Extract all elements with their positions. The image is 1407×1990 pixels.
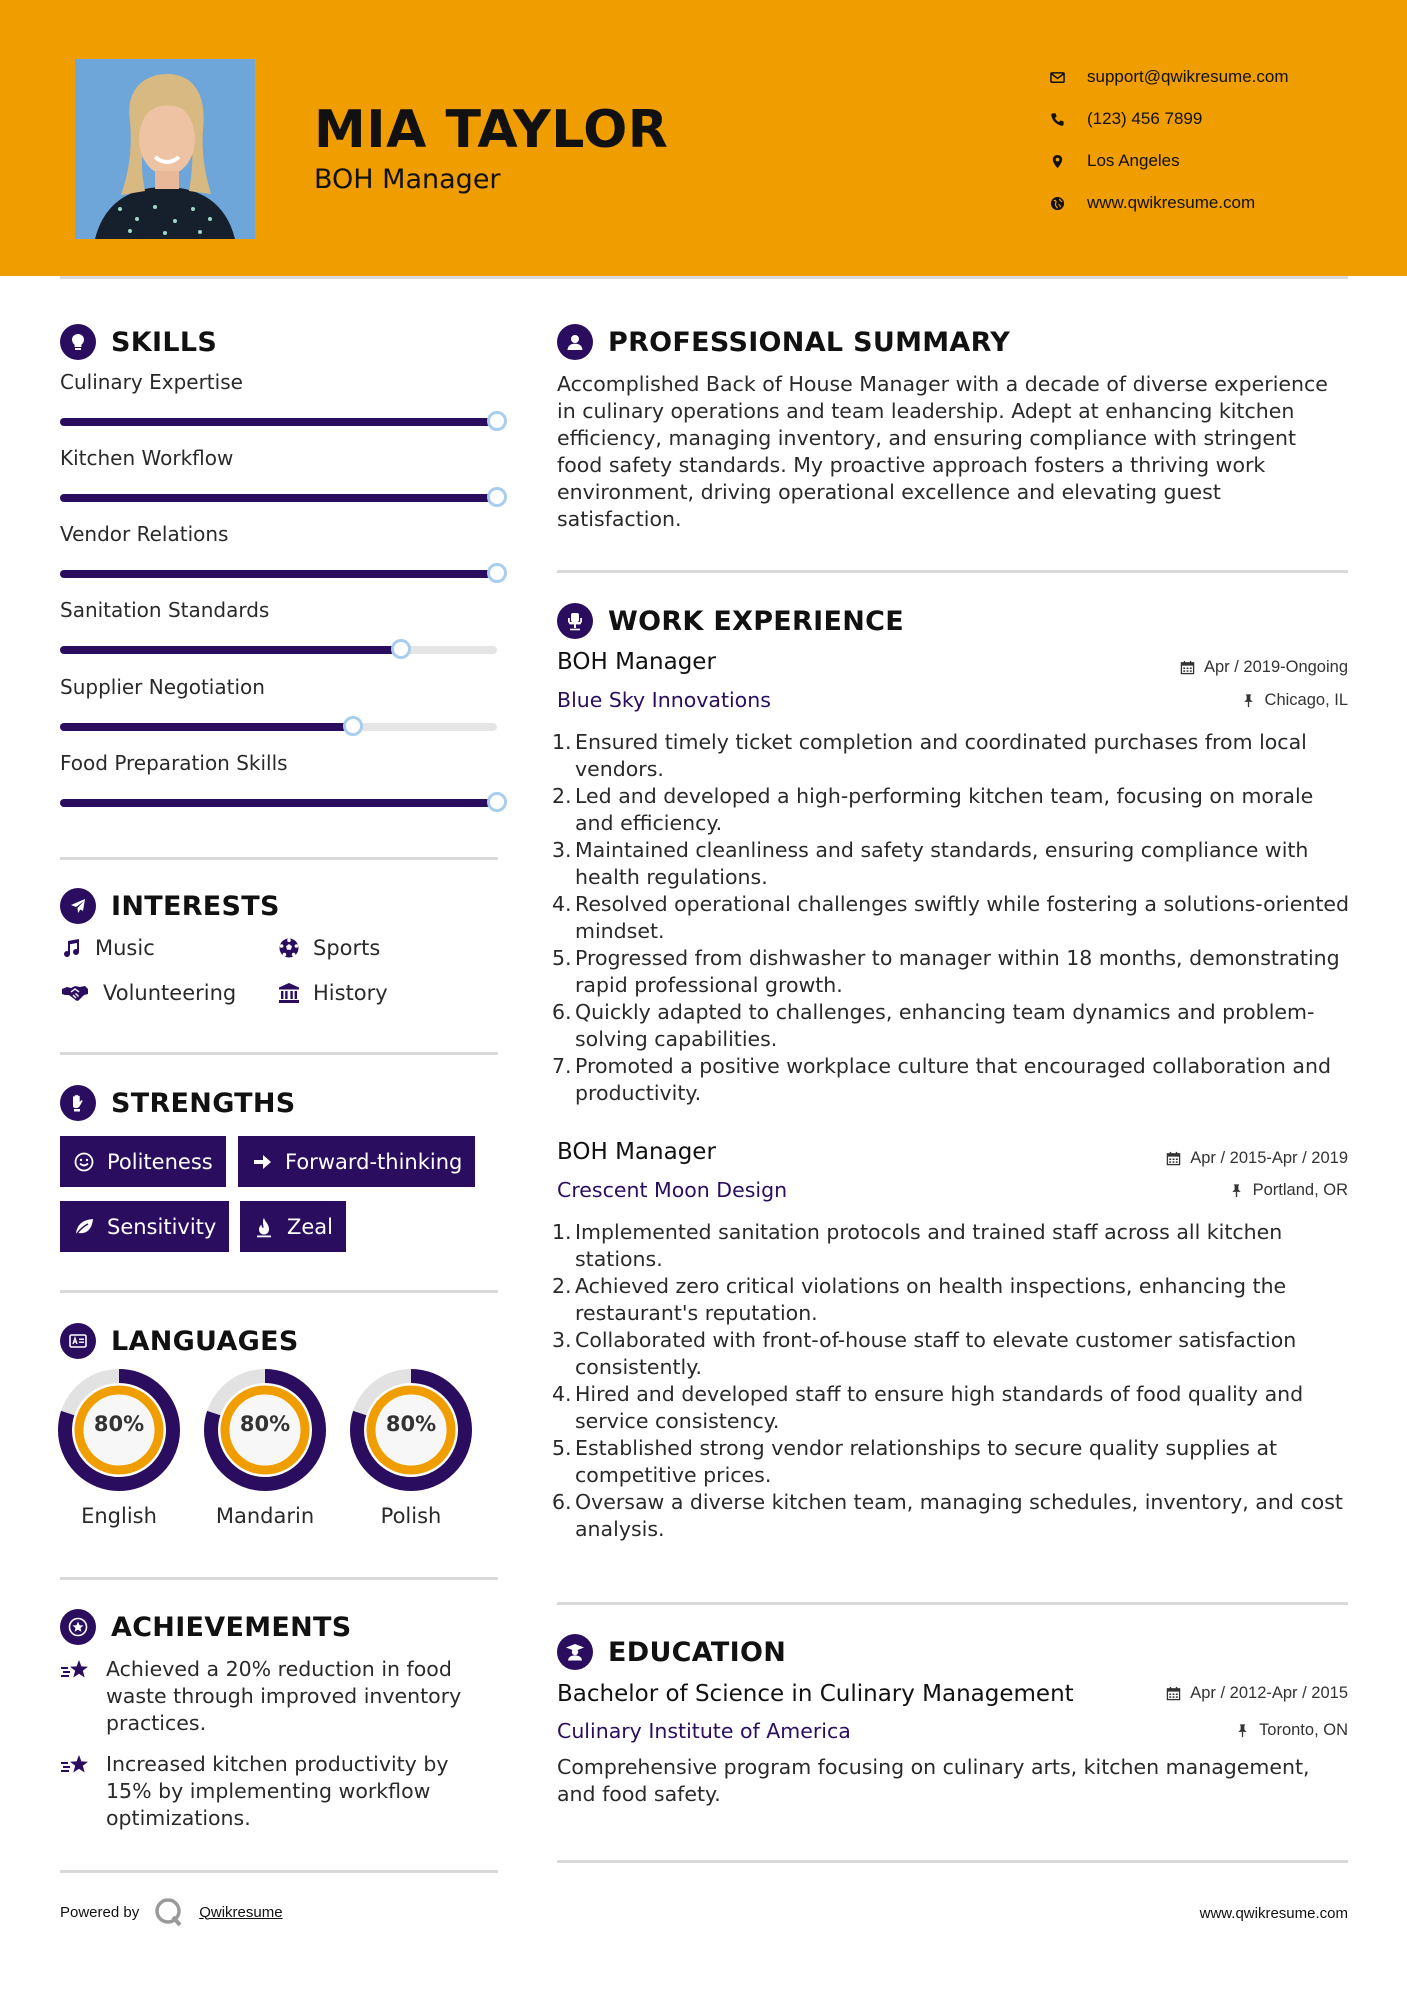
achievement-text: Increased kitchen productivity by 15% by implementing workflow optimizations.	[106, 1752, 449, 1830]
education-location-text: Toronto, ON	[1259, 1721, 1348, 1739]
achievement-item	[60, 1656, 500, 1737]
language-item	[349, 1368, 473, 1528]
fire-icon	[253, 1216, 275, 1238]
list-item: 5. Progressed from dishwasher to manager within 18 months, demonstrating rapid professional growth.	[552, 945, 1352, 999]
music-icon	[60, 937, 82, 959]
strength-badge	[238, 1136, 475, 1187]
achievement-item	[60, 1751, 500, 1832]
interest-item	[278, 936, 380, 960]
lightbulb-icon	[60, 324, 96, 360]
education-title: EDUCATION	[608, 1636, 787, 1668]
job-company: Crescent Moon Design	[557, 1178, 788, 1202]
language-percent: 80%	[93, 1412, 145, 1436]
language-item	[57, 1368, 181, 1528]
job-location-text: Chicago, IL	[1264, 691, 1348, 709]
skill-label: Vendor Relations	[60, 522, 229, 546]
calendar-icon	[1180, 660, 1195, 675]
job-dates-text: Apr / 2019-Ongoing	[1203, 658, 1348, 676]
achievement-text: Achieved a 20% reduction in food waste through improved inventory practices.	[106, 1657, 462, 1735]
skill-bar	[60, 799, 497, 807]
education-degree: Bachelor of Science in Culinary Management	[557, 1681, 1074, 1707]
education-dates-text: Apr / 2012-Apr / 2015	[1190, 1684, 1348, 1702]
candidate-title: BOH Manager	[314, 164, 501, 195]
skill-fill	[60, 570, 497, 578]
skill-fill	[60, 646, 401, 654]
job-dates	[1180, 658, 1348, 677]
contact-website[interactable]	[1050, 182, 1289, 224]
contact-info	[1050, 56, 1289, 224]
raised-fist-icon	[60, 1085, 96, 1121]
skills-heading	[60, 324, 217, 360]
contact-email[interactable]	[1050, 56, 1289, 98]
skill-fill	[60, 799, 497, 807]
summary-text: Accomplished Back of House Manager with a decade of diverse experience in culinary operations and team leadership. Adept at enhancing kitchen efficiency, managing inventory, and ensuring compliance with stringent food safety standards. My proactive approach fosters a thriving work environment, driving operational excellence and elevating guest satisfaction.	[557, 372, 1328, 531]
education-school: Culinary Institute of America	[557, 1719, 851, 1743]
job-title: BOH Manager	[557, 1139, 716, 1165]
bullet-text: Hired and developed staff to ensure high standards of food quality and service consistency.	[575, 1382, 1304, 1433]
skill-label: Food Preparation Skills	[60, 751, 288, 775]
skill-item	[60, 370, 500, 394]
list-item: 3. Maintained cleanliness and safety standards, ensuring compliance with health regulations.	[552, 837, 1352, 891]
job-bullets	[552, 1219, 1352, 1543]
list-item: 1. Implemented sanitation protocols and trained staff across all kitchen stations.	[552, 1219, 1352, 1273]
skill-slider-knob[interactable]	[391, 639, 411, 659]
language-name: Mandarin	[215, 1504, 315, 1528]
interest-label: Volunteering	[103, 981, 237, 1005]
list-item: 4. Hired and developed staff to ensure high standards of food quality and service consistency.	[552, 1381, 1352, 1435]
summary-title: PROFESSIONAL SUMMARY	[608, 326, 1011, 358]
experience-heading	[557, 603, 904, 639]
bank-icon	[278, 982, 300, 1004]
pushpin-icon	[1235, 1723, 1250, 1738]
bullet-text: Led and developed a high-performing kitchen team, focusing on morale and efficiency.	[575, 784, 1314, 835]
job-dates	[1166, 1149, 1348, 1168]
shooting-star-icon	[60, 1753, 90, 1779]
language-percent: 80%	[385, 1412, 437, 1436]
education-description: Comprehensive program focusing on culinary arts, kitchen management, and food safety.	[557, 1755, 1310, 1806]
skill-item	[60, 522, 500, 546]
skills-title: SKILLS	[111, 326, 218, 358]
skill-item	[60, 598, 500, 622]
star-badge-icon	[60, 1609, 96, 1645]
language-name: Polish	[380, 1504, 442, 1528]
profile-photo	[75, 59, 255, 239]
skill-bar	[60, 418, 497, 426]
strength-label: Zeal	[287, 1214, 334, 1239]
bullet-text: Achieved zero critical violations on health inspections, enhancing the restaurant's reputation.	[575, 1274, 1287, 1325]
interest-label: Music	[95, 936, 155, 960]
pushpin-icon	[1229, 1183, 1244, 1198]
strength-badge	[240, 1201, 346, 1252]
office-chair-icon	[557, 603, 593, 639]
skill-slider-knob[interactable]	[343, 716, 363, 736]
interest-item	[60, 981, 236, 1005]
skill-bar	[60, 570, 497, 578]
skill-bar	[60, 723, 497, 731]
skill-item	[60, 675, 500, 699]
achievements-title: ACHIEVEMENTS	[111, 1611, 352, 1643]
interests-title: INTERESTS	[111, 890, 280, 922]
strength-label: Forward-thinking	[285, 1149, 463, 1174]
bullet-text: Progressed from dishwasher to manager within 18 months, demonstrating rapid professional growth.	[575, 946, 1340, 997]
education-location	[1235, 1721, 1348, 1740]
shooting-star-icon	[60, 1658, 90, 1684]
interest-item	[278, 981, 388, 1005]
globe-icon	[1050, 196, 1087, 211]
skill-label: Sanitation Standards	[60, 598, 270, 622]
skill-bar	[60, 494, 497, 502]
list-item: 4. Resolved operational challenges swiftly while fostering a solutions-oriented mindset.	[552, 891, 1352, 945]
job-dates-text: Apr / 2015-Apr / 2019	[1190, 1149, 1348, 1167]
brand-link[interactable]: Qwikresume	[199, 1903, 283, 1921]
user-icon	[557, 324, 593, 360]
interest-item	[60, 936, 155, 960]
list-item: 1. Ensured timely ticket completion and coordinated purchases from local vendors.	[552, 729, 1352, 783]
bullet-text: Established strong vendor relationships to secure quality supplies at competitive prices.	[575, 1436, 1278, 1487]
bullet-text: Promoted a positive workplace culture that encouraged collaboration and productivity.	[575, 1054, 1331, 1105]
graduate-icon	[557, 1634, 593, 1670]
bullet-text: Oversaw a diverse kitchen team, managing schedules, inventory, and cost analysis.	[575, 1490, 1343, 1541]
arrow-right-icon	[251, 1151, 273, 1173]
strengths-title: STRENGTHS	[111, 1087, 296, 1119]
strength-badge	[60, 1136, 226, 1187]
contact-phone-text: (123) 456 7899	[1087, 109, 1203, 128]
section-divider	[557, 570, 1348, 573]
job-location-text: Portland, OR	[1252, 1181, 1348, 1199]
experience-title: WORK EXPERIENCE	[608, 605, 904, 637]
list-item: 2. Achieved zero critical violations on health inspections, enhancing the restaurant's reputation.	[552, 1273, 1352, 1327]
education-heading	[557, 1634, 786, 1670]
skill-item	[60, 751, 500, 775]
list-item: 5. Established strong vendor relationships to secure quality supplies at competitive prices.	[552, 1435, 1352, 1489]
job-company: Blue Sky Innovations	[557, 688, 771, 712]
skill-slider-knob[interactable]	[487, 792, 507, 812]
section-divider	[60, 1290, 498, 1293]
interest-label: Sports	[313, 936, 381, 960]
header-banner	[0, 0, 1407, 276]
bullet-text: Ensured timely ticket completion and coordinated purchases from local vendors.	[575, 730, 1307, 781]
contact-phone[interactable]	[1050, 98, 1289, 140]
skill-item	[60, 446, 500, 470]
achievements-heading	[60, 1609, 352, 1645]
language-name: English	[81, 1504, 157, 1528]
skill-label: Supplier Negotiation	[60, 675, 265, 699]
bullet-text: Implemented sanitation protocols and trained staff across all kitchen stations.	[575, 1220, 1283, 1271]
skill-label: Kitchen Workflow	[60, 446, 234, 470]
list-item: 6. Oversaw a diverse kitchen team, managing schedules, inventory, and cost analysis.	[552, 1489, 1352, 1543]
list-item: 2. Led and developed a high-performing kitchen team, focusing on morale and efficiency.	[552, 783, 1352, 837]
powered-by-label: Powered by	[60, 1903, 140, 1921]
profile-photo-image	[75, 59, 255, 239]
strength-label: Politeness	[107, 1149, 213, 1174]
header-divider	[60, 276, 1348, 279]
footer-powered-by	[60, 1896, 283, 1928]
skill-fill	[60, 494, 497, 502]
education-dates	[1166, 1684, 1348, 1703]
job-bullets	[552, 729, 1352, 1107]
skill-slider-knob[interactable]	[487, 563, 507, 583]
smile-icon	[73, 1151, 95, 1173]
skill-fill	[60, 723, 353, 731]
strength-badge	[60, 1201, 229, 1252]
section-divider	[60, 1870, 498, 1873]
contact-email-text: support@qwikresume.com	[1087, 67, 1289, 86]
footer-website[interactable]: www.qwikresume.com	[1199, 1905, 1348, 1922]
soccer-ball-icon	[278, 937, 300, 959]
contact-website-text: www.qwikresume.com	[1087, 193, 1256, 212]
handshake-icon	[60, 982, 90, 1004]
bullet-text: Resolved operational challenges swiftly while fostering a solutions-oriented mindset.	[575, 892, 1350, 943]
languages-title: LANGUAGES	[111, 1325, 299, 1357]
language-item	[203, 1368, 327, 1528]
skill-label: Culinary Expertise	[60, 370, 243, 394]
contact-location	[1050, 140, 1289, 182]
qwikresume-logo-icon	[153, 1896, 185, 1928]
section-divider	[557, 1860, 1348, 1863]
calendar-icon	[1166, 1151, 1181, 1166]
skill-bar	[60, 646, 497, 654]
language-percent: 80%	[239, 1412, 291, 1436]
list-item: 3. Collaborated with front-of-house staff to elevate customer satisfaction consistently.	[552, 1327, 1352, 1381]
phone-icon	[1050, 112, 1087, 127]
list-item: 6. Quickly adapted to challenges, enhancing team dynamics and problem-solving capabilities.	[552, 999, 1352, 1053]
job-title: BOH Manager	[557, 649, 716, 675]
strength-label: Sensitivity	[107, 1214, 217, 1239]
strengths-heading	[60, 1085, 296, 1121]
pushpin-icon	[1241, 693, 1256, 708]
languages-heading	[60, 1323, 299, 1359]
list-item: 7. Promoted a positive workplace culture that encouraged collaboration and productivity.	[552, 1053, 1352, 1107]
section-divider	[60, 1052, 498, 1055]
summary-heading	[557, 324, 1010, 360]
job-location	[1229, 1181, 1348, 1200]
interest-label: History	[313, 981, 388, 1005]
section-divider	[60, 1577, 498, 1580]
section-divider	[557, 1602, 1348, 1605]
paper-plane-icon	[60, 888, 96, 924]
envelope-icon	[1050, 70, 1087, 85]
section-divider	[60, 857, 498, 860]
candidate-name: MIA TAYLOR	[314, 100, 669, 160]
interests-heading	[60, 888, 280, 924]
leaf-icon	[73, 1216, 95, 1238]
skill-slider-knob[interactable]	[487, 487, 507, 507]
job-location	[1241, 691, 1348, 710]
bullet-text: Quickly adapted to challenges, enhancing team dynamics and problem-solving capabilities.	[575, 1000, 1315, 1051]
bullet-text: Maintained cleanliness and safety standards, ensuring compliance with health regulations.	[575, 838, 1309, 889]
skill-fill	[60, 418, 497, 426]
map-pin-icon	[1050, 154, 1087, 169]
calendar-icon	[1166, 1686, 1181, 1701]
skill-slider-knob[interactable]	[487, 411, 507, 431]
bullet-text: Collaborated with front-of-house staff to elevate customer satisfaction consistently.	[575, 1328, 1297, 1379]
language-icon	[60, 1323, 96, 1359]
contact-location-text: Los Angeles	[1087, 151, 1180, 170]
